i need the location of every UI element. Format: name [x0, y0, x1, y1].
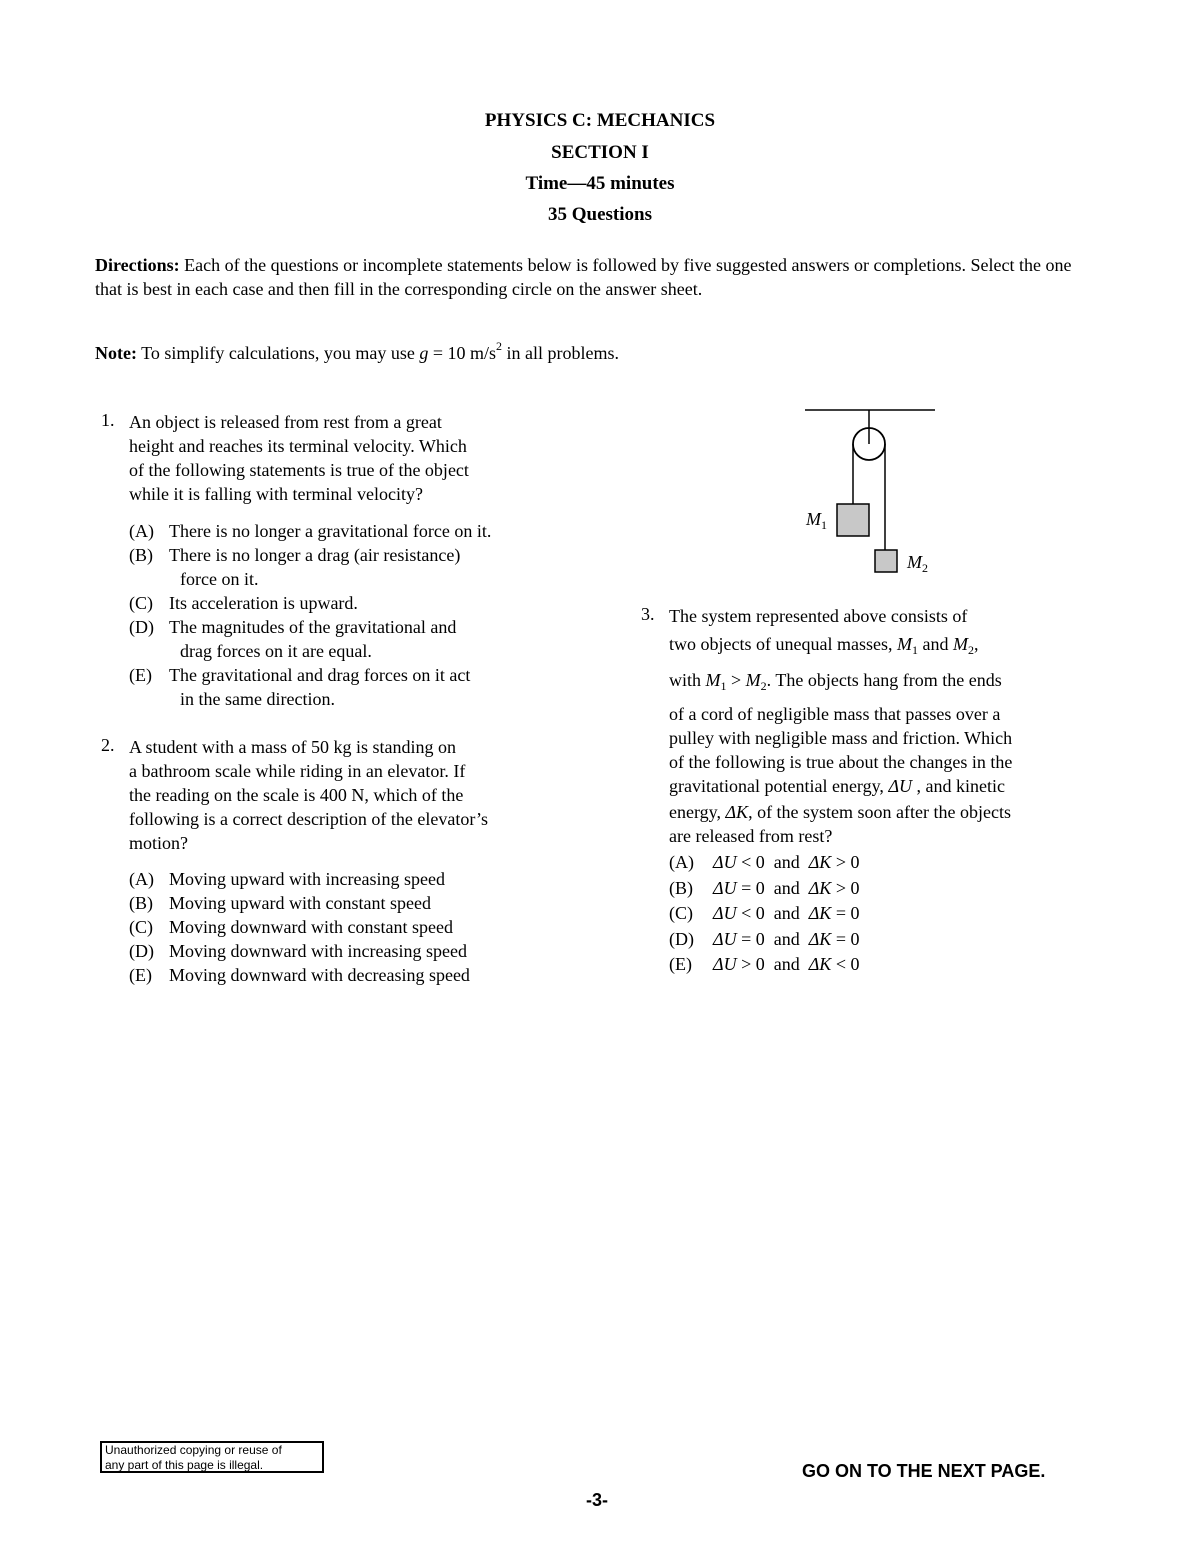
q2-line: a bathroom scale while riding in an elevator. If — [129, 761, 466, 781]
questions-count: 35 Questions — [548, 204, 652, 225]
q3-line: of the following is true about the changes in the — [669, 752, 1013, 772]
figure-m2-sub: 2 — [922, 561, 928, 575]
q3-m1-sub: 1 — [720, 679, 727, 693]
q2-stem — [129, 735, 599, 855]
q3-option-d[interactable] — [669, 927, 1089, 953]
directions-text: Each of the questions or incomplete statements below is followed by five suggested answers or completions. Select the one that is best in each case and then fill in the corresponding circle on the answer sheet. — [95, 255, 1072, 299]
q3-option-e[interactable] — [669, 952, 1089, 978]
option-label: (A) — [669, 852, 694, 872]
q3-line: pulley with negligible mass and friction. Which — [669, 728, 1013, 748]
option-text-cont: drag forces on it are equal. — [180, 641, 372, 661]
option-label: (C) — [129, 917, 153, 937]
q3-delta-u: ΔU — [888, 776, 913, 796]
option-label: (E) — [129, 665, 152, 685]
q3-option-b[interactable] — [669, 876, 1089, 902]
figure-m2-var: M — [907, 552, 922, 572]
option-text: Moving upward with constant speed — [169, 893, 431, 913]
q2-option-d[interactable] — [129, 939, 609, 963]
figure-label-m1 — [806, 509, 827, 533]
option-and: and — [773, 852, 800, 872]
q2-option-e[interactable] — [129, 963, 609, 987]
q1-option-a[interactable] — [129, 519, 609, 543]
q1-option-b[interactable] — [129, 543, 609, 591]
page-title: PHYSICS C: MECHANICS — [484, 110, 716, 131]
option-delta-k: ΔK — [808, 903, 832, 923]
go-on-label: GO ON TO THE NEXT PAGE. — [802, 1461, 1046, 1481]
copyright-notice — [100, 1441, 324, 1473]
mass-m2-block — [875, 550, 897, 572]
q1-stem — [129, 410, 599, 506]
option-u-rel: < 0 — [741, 852, 765, 872]
option-delta-k: ΔK — [808, 954, 832, 974]
option-label: (A) — [129, 869, 154, 889]
option-k-rel: > 0 — [835, 852, 860, 872]
notice-line: Unauthorized copying or reuse of — [105, 1443, 282, 1457]
option-delta-u: ΔU — [713, 954, 737, 974]
option-label: (A) — [129, 521, 154, 541]
option-delta-k: ΔK — [808, 877, 832, 898]
option-and: and — [773, 954, 800, 974]
option-label: (E) — [669, 954, 692, 974]
option-k-rel: < 0 — [835, 954, 860, 974]
note-text-before: To simplify calculations, you may use — [141, 343, 415, 363]
q3-text: > — [731, 670, 742, 690]
note-equals: = 10 m/s — [432, 343, 497, 363]
q3-line — [669, 632, 1109, 662]
q3-number: 3. — [641, 604, 655, 624]
option-k-rel: > 0 — [835, 877, 860, 898]
option-text: Its acceleration is upward. — [169, 593, 358, 613]
note-label: Note: — [95, 343, 137, 363]
option-label: (D) — [669, 928, 694, 949]
q3-text: two objects of unequal masses, — [669, 634, 893, 654]
q3-option-c[interactable] — [669, 901, 1089, 927]
q3-m1-sub: 1 — [911, 643, 918, 657]
option-delta-u: ΔU — [713, 928, 737, 949]
option-and: and — [773, 928, 800, 949]
q2-option-c[interactable] — [129, 915, 609, 939]
q3-line: of a cord of negligible mass that passes over a — [669, 704, 1001, 724]
q3-line — [669, 800, 1109, 824]
q3-m1: M — [896, 634, 912, 654]
page-number: -3- — [586, 1490, 608, 1510]
option-u-rel: > 0 — [741, 954, 765, 974]
q3-line: are released from rest? — [669, 826, 833, 846]
option-text: Moving downward with constant speed — [169, 917, 453, 937]
q3-text: energy, — [669, 802, 721, 822]
option-text: There is no longer a gravitational force on it. — [169, 521, 492, 541]
section-label: SECTION I — [551, 142, 649, 163]
q3-text: with — [669, 670, 702, 690]
q2-line: motion? — [129, 833, 188, 853]
option-text: There is no longer a drag (air resistance) — [169, 545, 461, 565]
q3-line — [669, 774, 1109, 798]
q2-options — [129, 867, 609, 987]
option-delta-u: ΔU — [713, 877, 737, 898]
option-text: Moving upward with increasing speed — [169, 869, 445, 889]
option-label: (B) — [129, 545, 153, 565]
option-u-rel: = 0 — [741, 877, 765, 898]
q1-options — [129, 519, 609, 711]
option-label: (D) — [129, 617, 154, 637]
q1-option-e[interactable] — [129, 663, 609, 711]
q2-line: A student with a mass of 50 kg is standing on — [129, 737, 456, 757]
notice-line: any part of this page is illegal. — [105, 1458, 264, 1472]
option-label: (C) — [669, 903, 693, 923]
q3-text: , — [973, 634, 979, 654]
q1-option-d[interactable] — [129, 615, 609, 663]
option-label: (C) — [129, 593, 153, 613]
note — [95, 334, 1095, 365]
option-label: (B) — [129, 893, 153, 913]
option-text: Moving downward with decreasing speed — [169, 965, 470, 985]
option-label: (E) — [129, 965, 152, 985]
q3-m2-sub: 2 — [760, 679, 767, 693]
q3-m2: M — [952, 634, 968, 654]
option-text-cont: in the same direction. — [180, 689, 335, 709]
option-k-rel: = 0 — [835, 903, 860, 923]
q3-line — [669, 668, 1109, 698]
option-text-cont: force on it. — [180, 569, 259, 589]
option-label: (D) — [129, 941, 154, 961]
q3-text: , of the system soon after the objects — [748, 802, 1011, 822]
option-delta-u: ΔU — [713, 903, 737, 923]
option-text: The gravitational and drag forces on it act — [169, 665, 471, 685]
option-text: The magnitudes of the gravitational and — [169, 617, 457, 637]
option-and: and — [773, 877, 800, 898]
q3-text: , and kinetic — [916, 776, 1005, 796]
q3-stem — [669, 604, 1109, 848]
q3-m1: M — [705, 670, 721, 690]
q3-text: . The objects hang from the ends — [766, 670, 1002, 690]
q3-option-a[interactable] — [669, 850, 1089, 876]
figure-m1-var: M — [806, 509, 821, 529]
q1-option-c[interactable] — [129, 591, 609, 615]
time-label: Time—45 minutes — [525, 173, 675, 194]
q1-line: An object is released from rest from a great — [129, 412, 442, 432]
option-text: Moving downward with increasing speed — [169, 941, 467, 961]
q3-line: The system represented above consists of — [669, 606, 968, 626]
mass-m1-block — [837, 504, 869, 536]
q3-text: gravitational potential energy, — [669, 776, 884, 796]
q2-option-a[interactable] — [129, 867, 609, 891]
option-delta-k: ΔK — [808, 852, 832, 872]
q3-m2-sub: 2 — [967, 643, 974, 657]
q1-line: height and reaches its terminal velocity. Which — [129, 436, 467, 456]
q2-number: 2. — [101, 735, 115, 755]
q2-line: following is a correct description of the elevator’s — [129, 809, 489, 829]
q3-options — [669, 850, 1089, 978]
figure-m1-sub: 1 — [821, 518, 827, 532]
q2-line: the reading on the scale is 400 N, which of the — [129, 785, 464, 805]
figure-label-m2 — [907, 552, 928, 576]
option-and: and — [773, 903, 800, 923]
option-u-rel: < 0 — [741, 903, 765, 923]
q3-m2: M — [745, 670, 761, 690]
option-u-rel: = 0 — [741, 928, 765, 949]
note-text-after: in all problems. — [506, 343, 620, 363]
q1-number: 1. — [101, 410, 115, 430]
q1-line: while it is falling with terminal velocity? — [129, 484, 423, 504]
q2-option-b[interactable] — [129, 891, 609, 915]
option-label: (B) — [669, 877, 693, 898]
option-delta-u: ΔU — [713, 852, 737, 872]
directions — [95, 253, 1095, 301]
q3-text: and — [922, 634, 949, 654]
option-k-rel: = 0 — [835, 928, 860, 949]
note-exponent: 2 — [496, 339, 503, 353]
q3-delta-k: ΔK — [725, 802, 749, 822]
option-delta-k: ΔK — [808, 928, 832, 949]
directions-label: Directions: — [95, 255, 180, 275]
note-g: g — [419, 343, 429, 363]
q1-line: of the following statements is true of the object — [129, 460, 469, 480]
